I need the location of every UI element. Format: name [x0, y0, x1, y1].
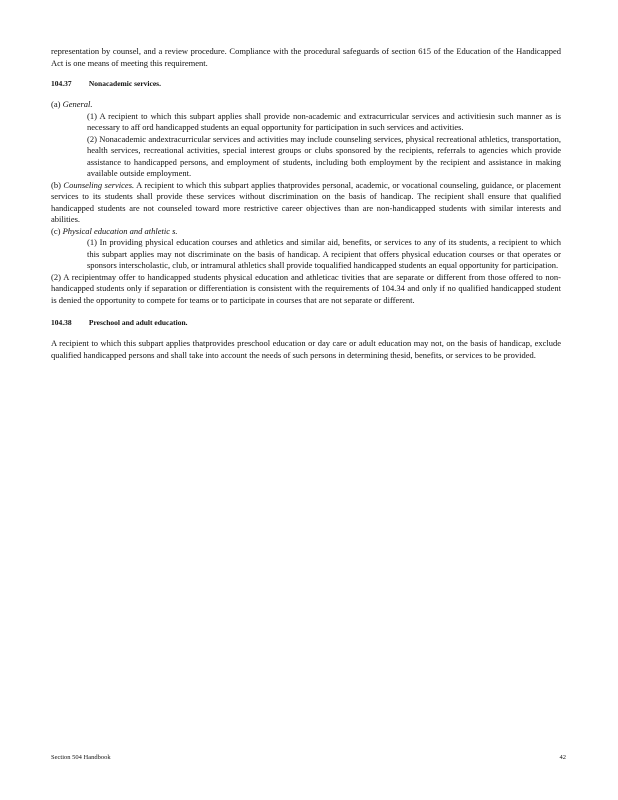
paragraph-a1: (1) A recipient to which this subpart applies shall provide non-academic and extracurricular services and activitiesin such manner as is necessary to aff ord handicapped students an equal opportunity for participation in such services and activities.	[87, 110, 561, 132]
paragraph-a2: (2) Nonacademic andextracurricular services and activities may include counseling services, physical recreational athletics, transportation, health services, recreational activities, special interest groups or clubs sponsored by the recipients, referrals to agencies which provide assistance to handicapped persons, and employment of students, including both employment by the recipient and assistance in making available outside employment.	[87, 133, 561, 178]
subsection-a-title: General.	[62, 99, 93, 109]
section-heading-104-37	[51, 78, 561, 89]
paragraph-c1: (1) In providing physical education courses and athletics and similar aid, benefits, or services to any of its students, a recipient to which this subpart applies may not discriminate on the basis of handicap. A recipient that offers physical education courses or that operates or sponsors interscholastic, club, or intramural athletics shall provide toqualified handicapped students an equal opportunity for participation.	[87, 237, 561, 270]
subsection-c-label: (c)	[51, 225, 61, 236]
section-title: Nonacademic services.	[88, 79, 161, 88]
subsection-b	[51, 180, 561, 226]
subsection-c-heading	[51, 226, 561, 238]
subsection-b-title: Counseling services.	[63, 179, 135, 190]
section-number: 104.38	[51, 318, 72, 327]
paragraph-104-38: A recipient to which this subpart applies thatprovides preschool education or day care or adult education may not, on the basis of handicap, exclude qualified handicapped persons and shall take into account the needs of such persons in determining thesid, benefits, or services to be provided.	[51, 338, 561, 360]
section-number: 104.37	[51, 79, 72, 88]
page-number: 42	[559, 754, 566, 761]
section-title: Preschool and adult education.	[88, 318, 188, 327]
subsection-c-title: Physical education and athletic s.	[62, 225, 178, 236]
intro-paragraph: representation by counsel, and a review procedure. Compliance with the procedural safeguards of section 615 of the Education of the Handicapped Act is one means of meeting this requirement.	[51, 46, 561, 68]
paragraph-c2: (2) A recipientmay offer to handicapped students physical education and athleticac tivities that are separate or different from those offered to non-handicapped students only if separation or differentiation is consistent with the requirements of 104.34 and only if no qualified handicapped student is denied the opportunity to compete for teams or to participate in courses that are not separate or different.	[51, 271, 561, 305]
subsection-b-label: (b)	[51, 179, 61, 190]
document-page	[51, 46, 561, 361]
footer-title: Section 504 Handbook	[51, 754, 111, 761]
section-heading-104-38	[51, 317, 561, 328]
subsection-b-text: A recipient to which this subpart applies thatprovides personal, academic, or vocational counseling, guidance, or placement services to its students shall provide these services without discrimination on the basis of handicap. The recipient shall ensure that qualified handicapped students are not counseled toward more restrictive career objectives than are non-handicapped students with similar interests and abilities.	[51, 179, 562, 224]
subsection-a-heading	[51, 99, 561, 111]
page-footer	[51, 753, 566, 762]
subsection-a-label: (a)	[51, 99, 61, 109]
